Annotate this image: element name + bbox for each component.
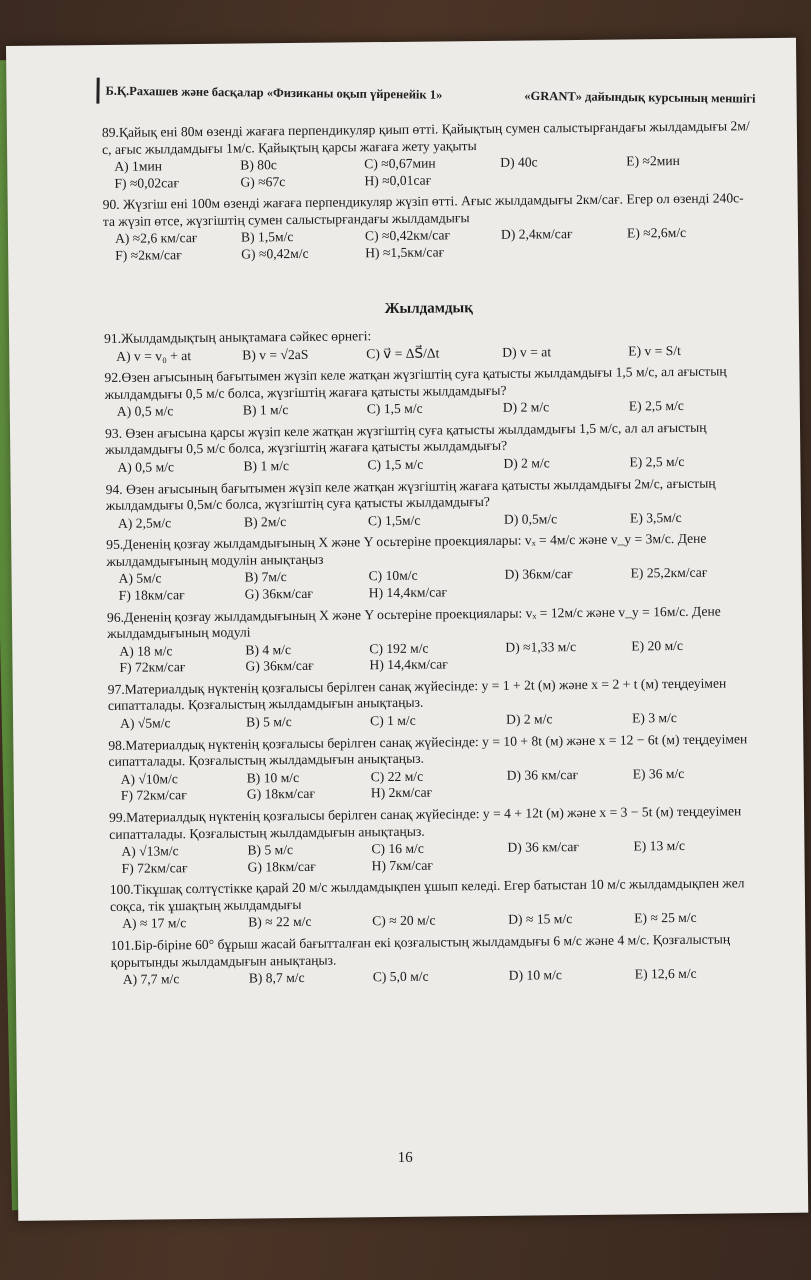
answer-option: B) 5 м/с — [247, 842, 294, 858]
answer-option: H) ≈0,01сағ — [364, 172, 432, 188]
question — [108, 675, 758, 733]
page-number: 16 — [397, 1149, 413, 1166]
answer-option: H) ≈1,5км/сағ — [365, 244, 445, 261]
questions-group-after-section — [104, 324, 761, 989]
answer-option: E) ≈2мин — [626, 153, 680, 169]
question-text: 91.Жылдамдықтың анықтамаға сәйкес өрнегі: — [103, 328, 372, 346]
question-text: 100.Тікұшақ солтүстікке қарай 20 м/с жылдамдықпен ұшып келеді. Егер батыстан 10 м/с жылдамдықпен жел соқса, тік ұшақтың жылдамдығы — [109, 875, 745, 914]
book-page — [6, 38, 808, 1221]
answer-option: B) 7м/с — [244, 569, 287, 585]
answer-option: C) 192 м/с — [369, 640, 429, 656]
answer-option: D) 36км/сағ — [504, 566, 573, 583]
answer-option: D) 2,4км/сағ — [500, 226, 573, 243]
answer-options — [119, 637, 757, 677]
page-content — [102, 118, 761, 993]
answer-option: C) 5,0 м/с — [372, 968, 429, 985]
answer-option: C) ≈0,42км/сағ — [364, 227, 451, 244]
question-text: 98.Материалдық нүктенің қозғалысы берілген санақ жүйесінде: y = 10 + 8t (м) және x = 12 − 6t (м) теңдеуімен сипатталады. Қозғалыстың жылдамдығын анықтаңыз. — [108, 730, 748, 770]
answer-option: F) ≈2км/сағ — [115, 247, 182, 263]
question — [104, 363, 754, 421]
answer-options — [114, 152, 752, 192]
answer-option: G) 18км/сағ — [247, 858, 316, 875]
question — [106, 475, 756, 533]
question-text: 89.Қайық ені 80м өзенді жағаға перпендикуляр қиып өтті. Қайықтың сумен салыстырғандағы жылдамдығы 2м/с, ағыс жылдамдығы 1м/с. Қайықтың қарсы жағаға жету уақыты — [101, 118, 750, 157]
answer-option: D) ≈1,33 м/с — [505, 638, 577, 655]
answer-option: C) 10м/с — [368, 568, 418, 584]
answer-option: C) 1,5м/с — [367, 512, 421, 528]
answer-option: A) 1мин — [114, 158, 163, 175]
answer-option: D) ≈ 15 м/с — [508, 911, 573, 928]
question — [110, 875, 760, 933]
answer-options — [121, 837, 759, 877]
answer-option: B) 5 м/с — [246, 714, 292, 730]
answer-option: B) 8,7 м/с — [248, 970, 305, 986]
answer-option: B) 10 м/с — [246, 769, 300, 786]
question-text: 96.Дененің қозғау жылдамдығының X және Y осьтеріне проекциялары: vₓ = 12м/с және v_y = 16м/с. Дене жылдамдығының модулі — [106, 603, 721, 642]
answer-options — [119, 565, 757, 605]
answer-option: D) 36 км/сағ — [507, 839, 580, 855]
answer-option: D) 10 м/с — [508, 967, 562, 983]
answer-option: D) 2 м/с — [502, 399, 550, 416]
answer-option: A) 18 м/с — [119, 643, 173, 659]
answer-option: A) 0,5 м/с — [117, 459, 175, 475]
answer-option: E) ≈2,6м/с — [626, 225, 687, 241]
answer-options — [121, 765, 759, 805]
answer-option: B) 1,5м/с — [240, 229, 294, 246]
answer-option: H) 14,4км/сағ — [368, 584, 448, 601]
answer-option: F) 72км/сағ — [120, 787, 187, 804]
question-text: 92.Өзен ағысының бағытымен жүзіп келе жатқан жүзгіштің суға қатысты жылдамдығы 1,5 м/с, ал ағыстың жылдамдығы 0,5 м/с болса, жүзгіштің жағаға қатысты жылдамдығы? — [104, 363, 727, 402]
answer-option: C) v⃗ = ΔS⃗/Δt — [366, 344, 440, 361]
answer-option: E) v = S/t — [628, 342, 681, 359]
answer-option: A) 2,5м/с — [117, 515, 172, 531]
answer-options — [115, 225, 753, 265]
answer-option: A) √5м/с — [120, 715, 171, 731]
answer-option: G) 36км/сағ — [244, 585, 313, 602]
answer-option: E) 36 м/с — [632, 765, 685, 782]
answer-option: H) 14,4км/сағ — [369, 656, 448, 673]
answer-option: D) 0,5м/с — [503, 510, 558, 527]
answer-option: G) ≈0,42м/с — [241, 245, 309, 262]
answer-option: E) 20 м/с — [631, 637, 684, 654]
header-course-name: «GRANT» дайындық курсының меншігі — [524, 88, 756, 106]
answer-option: E) ≈ 25 м/с — [634, 910, 697, 926]
section-title: Жылдамдық — [384, 299, 473, 317]
answer-option: B) 1 м/с — [242, 402, 289, 418]
answer-option: A) 7,7 м/с — [122, 971, 180, 987]
answer-option: C) ≈ 20 м/с — [372, 912, 436, 929]
answer-option: H) 2км/сағ — [370, 784, 433, 801]
header-author-title: Б.Қ.Рахашев және басқалар «Физиканы оқып үйренейік 1» — [105, 83, 443, 102]
answer-option: E) 13 м/с — [633, 838, 686, 854]
question-text: 95.Дененің қозғау жылдамдығының X және Y осьтеріне проекциялары: vₓ = 4м/с және v_y = 3м/с. Дене жылдамдығының модулін анықтаңыз — [106, 530, 707, 569]
answer-option: C) 1 м/с — [370, 712, 416, 729]
answer-option: A) √13м/с — [121, 843, 179, 859]
question — [104, 324, 754, 365]
answer-option: E) 12,6 м/с — [634, 965, 697, 982]
answer-option: E) 25,2км/сағ — [630, 565, 708, 581]
question — [105, 419, 755, 477]
answer-option: A) ≈2,6 км/сағ — [114, 230, 198, 247]
answer-option: F) 18км/сағ — [118, 587, 185, 603]
answer-option: F) 72км/сағ — [119, 659, 186, 676]
answer-option: D) v = at — [502, 343, 552, 360]
answer-option: H) 7км/сағ — [371, 857, 434, 873]
answer-option: E) 2,5 м/с — [629, 453, 685, 470]
question — [108, 731, 759, 805]
page-header — [96, 78, 755, 112]
answer-option: B) v = √2aS — [242, 346, 309, 363]
answer-option: E) 3,5м/с — [629, 509, 682, 526]
answer-option: D) 2 м/с — [506, 711, 553, 727]
questions-group-before-section — [102, 118, 753, 264]
question — [102, 118, 753, 192]
answer-option: A) √10м/с — [120, 771, 178, 787]
answer-option: D) 40с — [500, 154, 538, 170]
question-text: 99.Материалдық нүктенің қозғалысы берілген санақ жүйесінде: y = 4 + 12t (м) және x = 3 − 5t (м) теңдеуімен сипатталады. Қозғалыстың жылдамдығын анықтаңыз. — [109, 803, 742, 842]
answer-option: B) 80с — [240, 157, 277, 173]
answer-option: C) 16 м/с — [371, 840, 424, 857]
answer-option: C) 1,5 м/с — [366, 400, 423, 417]
answer-option: F) 72км/сағ — [121, 859, 188, 876]
answer-option: B) ≈ 22 м/с — [248, 914, 312, 930]
answer-option: A) ≈ 17 м/с — [122, 915, 187, 932]
question-text: 93. Өзен ағысына қарсы жүзіп келе жатқан жүзгіштің суға қатысты жылдамдығы 1,5 м/с, ал ал ағыстың жылдамдығы 0,5 м/с болса, жүзгіштің жағаға қатысты жылдамдығы? — [104, 419, 707, 458]
answer-option: G) 36км/сағ — [245, 658, 314, 674]
answer-option: G) 18км/сағ — [246, 786, 316, 802]
answer-option: C) 22 м/с — [370, 768, 424, 785]
question-text: 90. Жүзгіш ені 100м өзенді жағаға перпендикуляр жүзіп өтті. Ағыс жылдамдығы 2км/сағ. Егер ол өзенді 240с-та жүзіп өтсе, жүзгіштің сумен салыстырғандағы жылдамдығы — [102, 190, 744, 229]
answer-option: D) 36 км/сағ — [506, 766, 579, 783]
question-text: 94. Өзен ағысының бағытымен жүзіп келе жатқан жүзгіштің жағаға қатысты жылдамдығы 2м/с, ағыстың жылдамдығы 0,5м/с болса, жүзгіштің суға қатысты жылдамдығы? — [105, 475, 716, 514]
answer-option: A) v = v₀ + at — [116, 347, 192, 364]
answer-option: C) 1,5 м/с — [367, 456, 424, 473]
question-text: 101.Бір-біріне 60° бұрыш жасай бағытталған екі қозғалыстың жылдамдығы 6 м/с және 4 м/с. Қозғалыстың қорытынды жылдамдығын анықтаңыз. — [110, 931, 731, 970]
answer-option: F) ≈0,02сағ — [114, 174, 180, 191]
question — [107, 603, 758, 677]
answer-option: B) 4 м/с — [245, 641, 292, 658]
answer-option: G) ≈67с — [240, 173, 286, 190]
answer-option: A) 0,5 м/с — [116, 403, 174, 420]
answer-option: D) 2 м/с — [503, 455, 550, 471]
answer-option: E) 3 м/с — [631, 710, 677, 726]
answer-option: B) 1 м/с — [243, 458, 290, 474]
question — [110, 931, 760, 989]
answer-option: B) 2м/с — [243, 513, 287, 530]
question — [109, 803, 760, 877]
answer-option: A) 5м/с — [118, 570, 162, 587]
question — [103, 191, 754, 265]
question — [106, 530, 757, 604]
answer-option: E) 2,5 м/с — [628, 398, 684, 414]
answer-option: C) ≈0,67мин — [364, 155, 436, 172]
question-text: 97.Материалдық нүктенің қозғалысы берілген санақ жүйесінде: y = 1 + 2t (м) және x = 2 + t (м) теңдеуімен сипатталады. Қозғалыстың жылдамдығын анықтаңыз. — [107, 675, 727, 714]
